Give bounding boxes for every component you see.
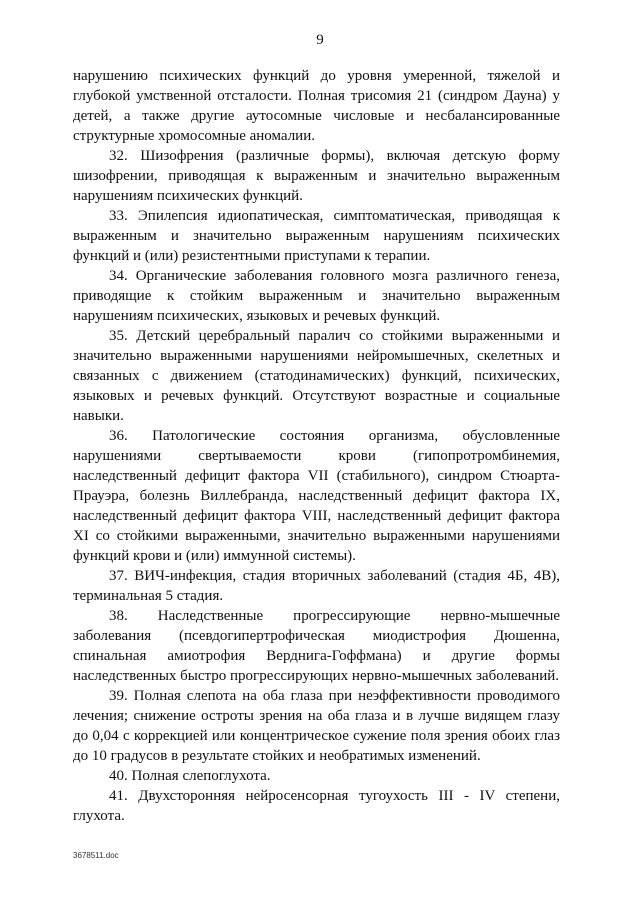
document-body <box>73 66 560 826</box>
paragraph-item-41: 41. Двухсторонняя нейросенсорная тугоухость III - IV степени, глухота. <box>73 788 560 824</box>
paragraph-item-38: 38. Наследственные прогрессирующие нервно-мышечные заболевания (псевдогипертрофическая миодистрофия Дюшенна, спинальная амиотрофия Верднига-Гоффмана) и другие формы наследственных быстро прогрессирующих нервно-мышечных заболеваний. <box>73 608 560 684</box>
paragraph-item-39: 39. Полная слепота на оба глаза при неэффективности проводимого лечения; снижение остроты зрения на оба глаза и в лучше видящем глазу до 0,04 с коррекцией или концентрическое сужение поля зрения обоих глаз до 10 градусов в результате стойких и необратимых изменений. <box>73 688 560 764</box>
paragraph-item-36: 36. Патологические состояния организма, обусловленные нарушениями свертываемости крови (гипопротромбинемия, наследственный дефицит фактора VII (стабильного), синдром Стюарта-Прауэра, болезнь Виллебранда, наследственный дефицит фактора IX, наследственный дефицит фактора VIII, наследственный дефицит фактора XI со стойкими выраженными, значительно выраженными нарушениями функций крови и (или) иммунной системы). <box>73 428 560 564</box>
document-file-code: 3678511.doc <box>73 851 119 860</box>
paragraph-item-33: 33. Эпилепсия идиопатическая, симптоматическая, приводящая к выраженным и значительно выраженным нарушениям психических функций и (или) резистентными приступами к терапии. <box>73 208 560 264</box>
paragraph-item-35: 35. Детский церебральный паралич со стойкими выраженными и значительно выраженными нарушениями нейромышечных, скелетных и связанных с движением (статодинамических) функций, психических, языковых и речевых функций. Отсутствуют возрастные и социальные навыки. <box>73 328 560 424</box>
paragraph-item-32: 32. Шизофрения (различные формы), включая детскую форму шизофрении, приводящая к выраженным и значительно выраженным нарушениям психических функций. <box>73 148 560 204</box>
paragraph-item-34: 34. Органические заболевания головного мозга различного генеза, приводящие к стойким выраженным и значительно выраженным нарушениям психических, языковых и речевых функций. <box>73 268 560 324</box>
paragraph-item-40: 40. Полная слепоглухота. <box>109 768 271 784</box>
paragraph-continuation: нарушению психических функций до уровня умеренной, тяжелой и глубокой умственной отсталости. Полная трисомия 21 (синдром Дауна) у детей, а также другие аутосомные числовые и несбалансированные структурные хромосомные аномалии. <box>73 68 560 144</box>
page-number: 9 <box>316 32 324 48</box>
paragraph-item-37: 37. ВИЧ-инфекция, стадия вторичных заболеваний (стадия 4Б, 4В), терминальная 5 стадия. <box>73 568 560 604</box>
